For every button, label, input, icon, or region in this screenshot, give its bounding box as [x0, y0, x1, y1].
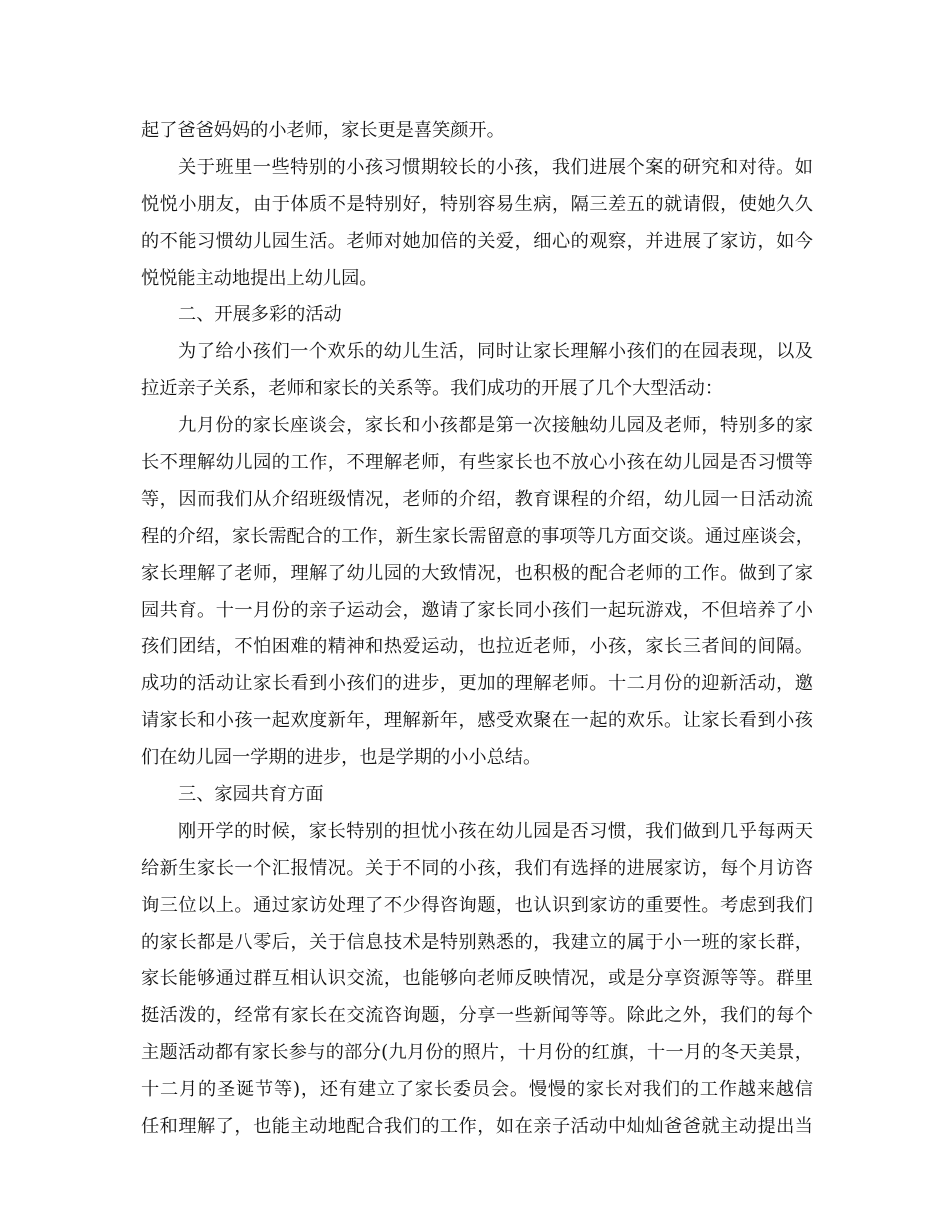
text-line: 二、开展多彩的活动 — [178, 304, 342, 326]
text-line: 孩们团结，不怕困难的精神和热爱运动，也拉近老师，小孩，家长三者间的间隔。 — [141, 636, 813, 658]
text-line: 挺活泼的，经常有家长在交流咨询题，分享一些新闻等等。除此之外，我们的每个 — [141, 1005, 813, 1027]
text-line: 悦悦小朋友，由于体质不是特别好，特别容易生病，隔三差五的就请假，使她久久 — [141, 193, 813, 215]
text-line: 给新生家长一个汇报情况。关于不同的小孩，我们有选择的进展家访，每个月访咨 — [141, 857, 813, 879]
text-line: 的不能习惯幼儿园生活。老师对她加倍的关爱，细心的观察，并进展了家访，如今 — [141, 230, 813, 252]
text-line: 任和理解了，也能主动地配合我们的工作，如在亲子活动中灿灿爸爸就主动提出当 — [141, 1116, 813, 1138]
text-line: 刚开学的时候，家长特别的担忧小孩在幼儿园是否习惯，我们做到几乎每两天 — [178, 820, 813, 842]
text-line: 园共育。十一月份的亲子运动会，邀请了家长同小孩们一起玩游戏，不但培养了小 — [141, 599, 813, 621]
text-line: 关于班里一些特别的小孩习惯期较长的小孩，我们进展个案的研究和对待。如 — [178, 156, 813, 178]
text-line: 程的介绍，家长需配合的工作，新生家长需留意的事项等几方面交谈。通过座谈会， — [141, 525, 814, 547]
text-line: 家长理解了老师，理解了幼儿园的大致情况，也积极的配合老师的工作。做到了家 — [141, 562, 813, 584]
text-line: 九月份的家长座谈会，家长和小孩都是第一次接触幼儿园及老师，特别多的家 — [178, 415, 813, 437]
text-line: 的家长都是八零后，关于信息技术是特别熟悉的，我建立的属于小一班的家长群， — [141, 931, 813, 953]
text-line: 拉近亲子关系，老师和家长的关系等。我们成功的开展了几个大型活动： — [141, 378, 724, 400]
text-line: 悦悦能主动地提出上幼儿园。 — [141, 267, 378, 289]
text-line: 等，因而我们从介绍班级情况，老师的介绍，教育课程的介绍，幼儿园一日活动流 — [141, 488, 813, 510]
text-line: 家长能够通过群互相认识交流，也能够向老师反映情况，或是分享资源等等。群里 — [141, 968, 813, 990]
text-line: 询三位以上。通过家访处理了不少得咨询题，也认识到家访的重要性。考虑到我们 — [141, 894, 813, 916]
text-line: 长不理解幼儿园的工作，不理解老师，有些家长也不放心小孩在幼儿园是否习惯等 — [141, 452, 813, 474]
text-line: 成功的活动让家长看到小孩们的进步，更加的理解老师。十二月份的迎新活动，邀 — [141, 673, 813, 695]
text-line: 起了爸爸妈妈的小老师，家长更是喜笑颜开。 — [141, 120, 505, 141]
document-body — [141, 113, 813, 1146]
text-line: 主题活动都有家长参与的部分(九月份的照片，十月份的红旗，十一月的冬天美景， — [141, 1042, 813, 1064]
text-line: 请家长和小孩一起欢度新年，理解新年，感受欢聚在一起的欢乐。让家长看到小孩 — [141, 710, 813, 732]
text-line: 三、家园共育方面 — [178, 784, 324, 806]
text-line: 十二月的圣诞节等)，还有建立了家长委员会。慢慢的家长对我们的工作越来越信 — [141, 1079, 813, 1101]
text-line: 为了给小孩们一个欢乐的幼儿生活，同时让家长理解小孩们的在园表现，以及 — [178, 341, 813, 363]
text-line: 们在幼儿园一学期的进步，也是学期的小小总结。 — [141, 747, 542, 769]
